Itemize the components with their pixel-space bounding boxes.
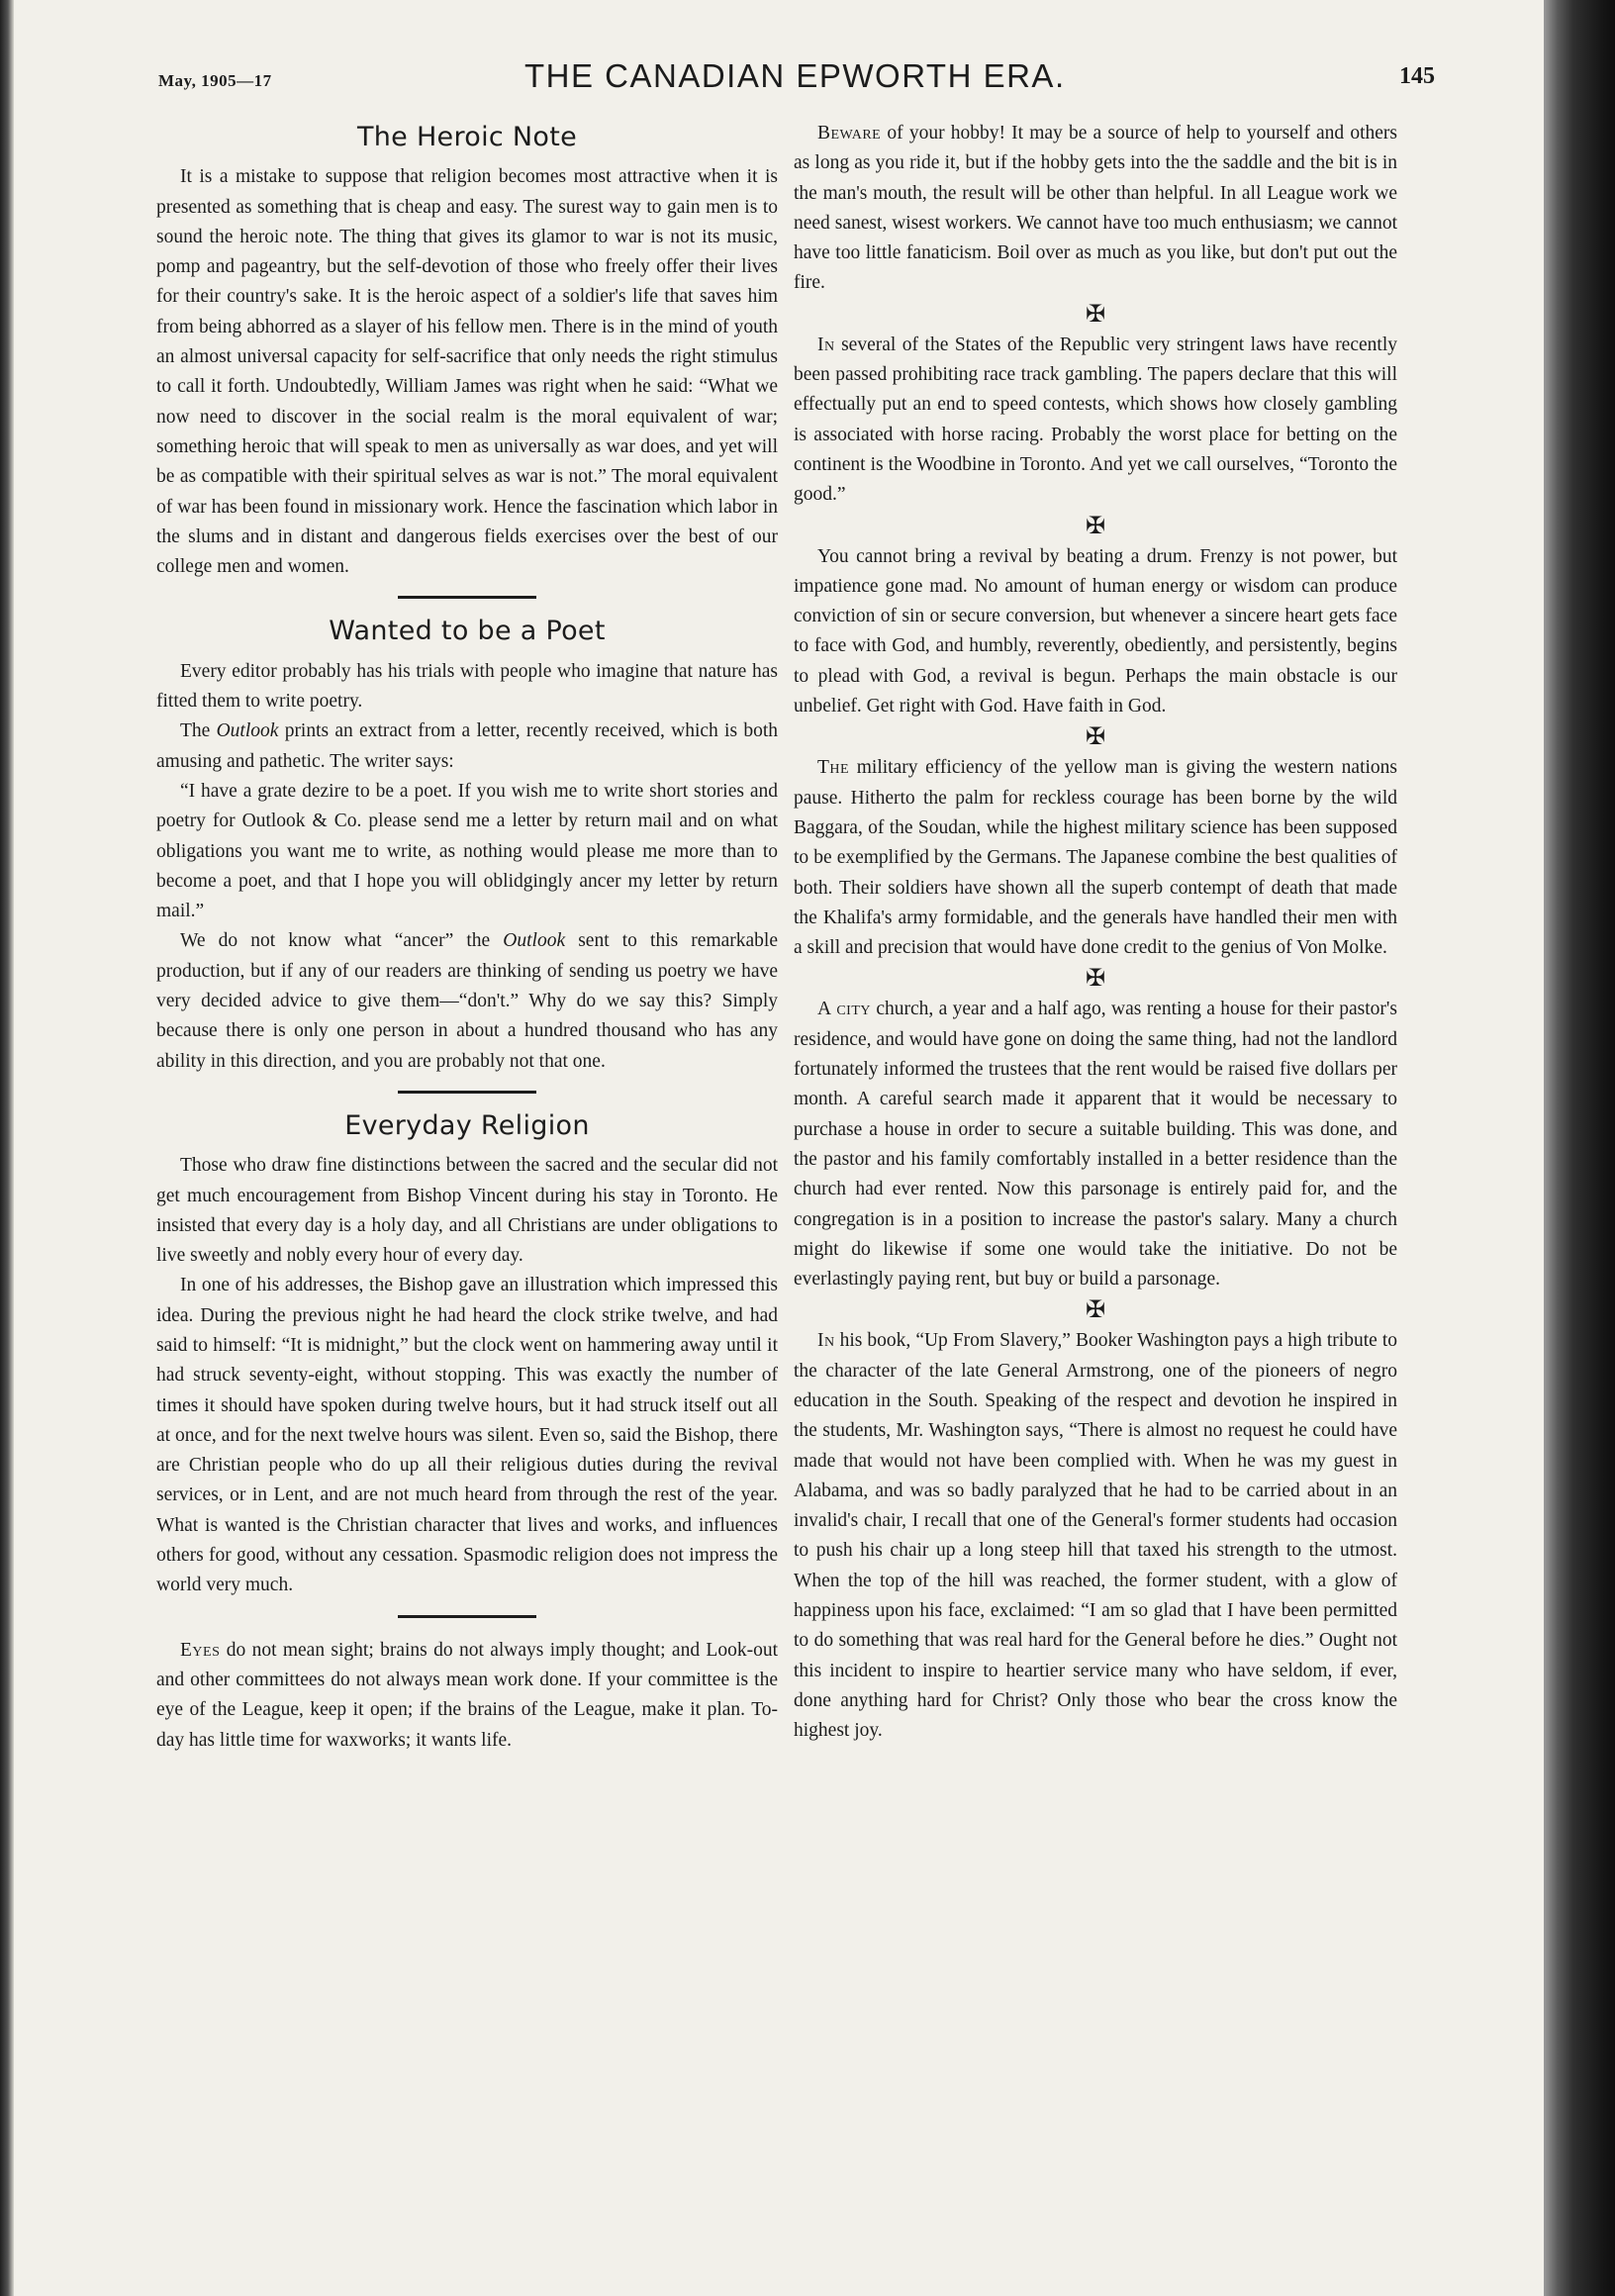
lead-word: Eyes — [180, 1639, 221, 1661]
lead-word: In — [817, 334, 835, 355]
publication-name: Outlook — [503, 930, 566, 952]
section-divider — [398, 596, 536, 599]
article-everyday-religion — [156, 1111, 778, 1601]
note-paragraph: A city church, a year and a half ago, was renting a house for their pastor's residence, and would have gone on doing the same thing, had not the landlord fortunately informed the trustees that the rent would be raised five dollars per month. A careful search made it apparent that it would be necessary to purchase a house in order to secure a suitable building. This was done, and the pastor and his family comfortably installed in a better residence than the church had ever rented. Now this parsonage is entirely paid for, and the congregation is in a position to increase the pastor's salary. Many a church might do likewise if some one would take the initiative. Do not be everlastingly paying rent, but buy or build a parsonage. — [794, 999, 1398, 1291]
article-paragraph: Every editor probably has his trials with people who imagine that nature has fitted them to write poetry. — [156, 660, 778, 713]
note-paragraph: Eyes do not mean sight; brains do not always imply thought; and Look-out and other committees do not always mean work done. If your committee is the eye of the League, keep it open; if the brains of the League, make it plan. To-day has little time for waxworks; it wants life. — [156, 1639, 778, 1751]
note-paragraph: In his book, “Up From Slavery,” Booker Washington pays a high tribute to the character of the late General Armstrong, one of the pioneers of negro education in the South. Speaking of the respect and devotion he inspired in the students, Mr. Washington says, “There is almost no request he could have made that would not have been complied with. When he was my guest in Alabama, and was so badly paralyzed that he had to be carried about in an invalid's chair, I recall that one of the General's former students had occasion to push his chair up a long steep hill that taxed his strength to the utmost. When the top of the hill was reached, the former student, with a glow of happiness upon his face, exclaimed: “I am so glad that I have been permitted to do something that was real hard for the General before he dies.” Ought not this incident to inspire to heartier service many who have seldom, if ever, done anything hard for Christ? Only those who bear the cross know the highest joy. — [794, 1330, 1397, 1742]
lead-word: The — [817, 757, 850, 779]
article-title: The Heroic Note — [356, 122, 578, 152]
note-paragraph: The military efficiency of the yellow man is giving the western nations pause. Hitherto the palm for reckless courage has been borne by the wild Baggara, of the Soudan, while the highest military science has been supposed to be exemplified by the Germans. The Japanese combine the best qualities of both. Their soldiers have shown all the superb contempt of death that made the Khalifa's army formidable, and the generals have handled their men with a skill and precision that would have done credit to the genius of Von Molke. — [794, 757, 1397, 959]
article-title: Wanted to be a Poet — [329, 616, 606, 647]
page-edge-shadow — [0, 0, 14, 2296]
section-divider — [398, 1091, 536, 1094]
note-paragraph: Beware of your hobby! It may be a source of help to yourself and others as long as you ride it, but if the hobby gets into the the saddle and the bit is in the man's mouth, the result will be other than helpful. In all League work we need sanest, wisest workers. We cannot have too much enthusiasm; we cannot have too little fanaticism. Boil over as much as you like, but don't put out the fire. — [794, 123, 1397, 294]
note-paragraph: You cannot bring a revival by beating a drum. Frenzy is not power, but impatience gone mad. No amount of human energy or wisdom can produce conviction of sin or secure conversion, but whenever a sincere heart gets face to face with God, and humbly, reverently, obediently, and persistently, begins to plead with God, a revival is begun. Perhaps the main obstacle is our unbelief. Get right with God. Have faith in God. — [794, 545, 1397, 718]
maltese-cross-icon: ✠ — [1085, 513, 1106, 539]
article-title: Everyday Religion — [344, 1109, 590, 1141]
maltese-cross-icon: ✠ — [1085, 301, 1106, 328]
article-wanted-poet — [156, 617, 778, 1076]
lead-word: A city — [817, 999, 872, 1020]
article-heroic-note — [156, 123, 778, 582]
article-paragraph: We do not know what “ancer” the Outlook sent to this remarkable production, but if any of our readers are thinking of sending us poetry we have very decided advice to give them—“don't.” Why do we say this? Simply because there is only one person in about a hundred thousand who has any ability in this direction, and you are probably not that one. — [156, 930, 778, 1072]
book-spine — [1544, 0, 1615, 2296]
right-column — [794, 119, 1397, 1747]
article-paragraph: Those who draw fine distinctions between the sacred and the secular did not get much encouragement from Bishop Vincent during his stay in Toronto. He insisted that every day is a holy day, and all Christians are under obligations to live sweetly and nobly every hour of every day. — [156, 1155, 778, 1267]
note-paragraph: In several of the States of the Republic very stringent laws have recently been passed prohibiting race track gambling. The papers declare that this will effectually put an end to speed contests, which shows how closely gambling is associated with horse racing. Probably the worst place for betting on the continent is the Woodbine in Toronto. And yet we call ourselves, “Toronto the good.” — [794, 334, 1397, 506]
article-paragraph: In one of his addresses, the Bishop gave an illustration which impressed this idea. During the previous night he had heard the clock strike twelve, and had said to himself: “It is midnight,” but the clock went on hammering away until it had struck seventy-eight, without stopping. This was exactly the number of times it should have spoken during twelve hours, but it had struck itself out all at once, and for the next twelve hours was silent. Even so, said the Bishop, there are Christian people who do up all their religious duties during the revival services, or in Lent, and are not much heard from through the rest of the year. What is wanted is the Christian character that lives and works, and influences others for good, without any cessation. Spasmodic religion does not impress the world very much. — [156, 1275, 778, 1596]
article-paragraph: The Outlook prints an extract from a letter, recently received, which is both amusing and pathetic. The writer says: — [156, 720, 778, 772]
page-number: 145 — [1399, 63, 1435, 89]
maltese-cross-icon: ✠ — [1085, 724, 1106, 751]
publication-title: THE CANADIAN EPWORTH ERA. — [524, 57, 1066, 94]
quoted-letter: “I have a grate dezire to be a poet. If you wish me to write short stories and poetry for Outlook & Co. please send me a letter by return mail and on what obligations you want me to write, as nothing would please me more than to become a poet, and that I hope you will oblidgingly ancer my letter by return mail.” — [156, 780, 778, 922]
lead-word: Beware — [817, 123, 882, 144]
maltese-cross-icon: ✠ — [1085, 966, 1106, 993]
page-header — [158, 57, 1435, 107]
article-paragraph: It is a mistake to suppose that religion becomes most attractive when it is presented as something that is cheap and easy. The surest way to gain men is to sound the heroic note. The thing that gives its glamor to war is not its music, pomp and pageantry, but the self-devotion of those who freely offer their lives for their country's sake. It is the heroic aspect of a soldier's life that saves him from being abhorred as a slayer of his fellow men. There is in the mind of youth an almost universal capacity for self-sacrifice that only needs the right stimulus to call it forth. Undoubtedly, William James was right when he said: “What we now need to discover in the social realm is the moral equivalent of war; something heroic that will speak to men as universally as war does, and yet will be as compatible with their spiritual selves as war is not.” The moral equivalent of war has been found in missionary work. Hence the fascination which labor in the slums and in distant and dangerous fields exercises over the best of our college men and women. — [156, 166, 778, 578]
publication-name: Outlook — [216, 720, 279, 742]
left-column — [156, 119, 778, 1756]
maltese-cross-icon: ✠ — [1085, 1297, 1106, 1324]
issue-date: May, 1905—17 — [158, 71, 272, 90]
section-divider — [398, 1615, 536, 1618]
lead-word: In — [817, 1330, 835, 1352]
